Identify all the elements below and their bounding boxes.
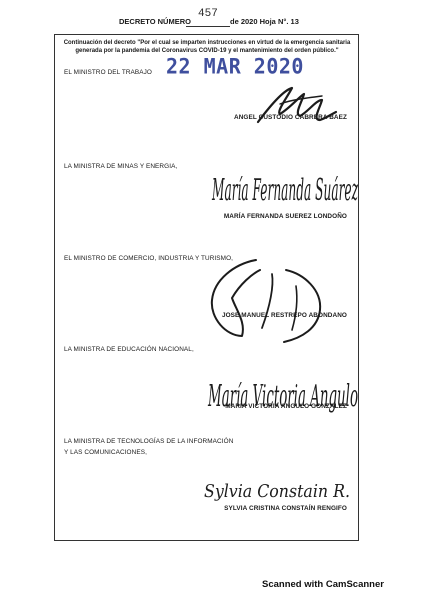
name-angulo: MARIA VICTORIA ANGULO GONZALEZ bbox=[225, 403, 347, 410]
decree-number-line bbox=[186, 26, 230, 27]
svg-text:María Victoria Angulo: María Victoria Angulo bbox=[207, 379, 358, 414]
role-minister-mines: LA MINISTRA DE MINAS Y ENERGIA, bbox=[64, 163, 178, 170]
name-restrepo: JOSE MANUEL RESTREPO ABONDANO bbox=[221, 312, 347, 319]
role-minister-labor: EL MINISTRO DEL TRABAJO bbox=[64, 69, 152, 76]
signature-restrepo bbox=[200, 256, 350, 350]
signature-constain bbox=[204, 478, 354, 502]
name-constain: SYLVIA CRISTINA CONSTAÍN RENGIFO bbox=[224, 505, 347, 512]
svg-text:Sylvia Constain R.: Sylvia Constain R. bbox=[204, 481, 350, 502]
name-cabrera: ANGEL CUSTODIO CABRERA BAEZ bbox=[233, 114, 347, 121]
role-minister-ict-line2: Y LAS COMUNICACIONES, bbox=[64, 449, 147, 456]
role-minister-ict: LA MINISTRA DE TECNOLOGÍAS DE LA INFORMACIÓN bbox=[64, 438, 234, 445]
scanner-watermark: Scanned with CamScanner bbox=[262, 579, 384, 590]
name-suarez: MARÍA FERNANDA SUEREZ LONDOÑO bbox=[223, 213, 347, 220]
decree-date-sheet: de 2020 Hoja N°. 13 bbox=[230, 17, 299, 26]
decree-label: DECRETO NÚMERO bbox=[119, 17, 191, 26]
signature-angulo bbox=[204, 368, 364, 418]
role-minister-commerce: EL MINISTRO DE COMERCIO, INDUSTRIA Y TURISMO, bbox=[64, 255, 234, 262]
decree-header bbox=[0, 8, 424, 30]
signature-suarez bbox=[212, 170, 362, 210]
continuation-text: Continuación del decreto "Por el cual se imparten instrucciones en virtud de la emergencia sanitaria generada por la pandemia del Coronavirus COVID-19 y el mantenimiento del orden público." bbox=[63, 40, 351, 54]
date-stamp: 22 MAR 2020 bbox=[166, 53, 304, 79]
decree-number: 457 bbox=[198, 8, 218, 20]
svg-text:María Fernanda Suárez: María Fernanda Suárez bbox=[211, 173, 359, 208]
role-minister-education: LA MINISTRA DE EDUCACIÓN NACIONAL, bbox=[64, 346, 194, 353]
